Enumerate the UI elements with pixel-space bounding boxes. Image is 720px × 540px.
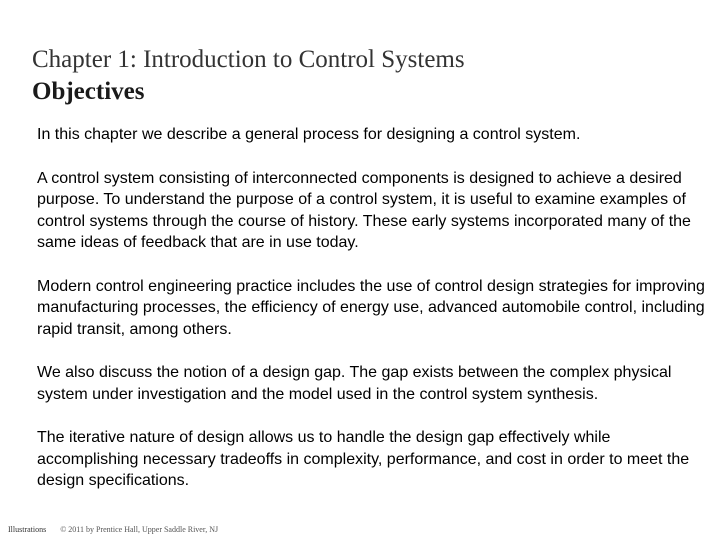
footer-copyright: © 2011 by Prentice Hall, Upper Saddle River, NJ (60, 525, 219, 534)
slide-body (37, 124, 712, 492)
paragraph-design-gap: We also discuss the notion of a design gap. The gap exists between the complex physical system under investigation and the model used in the control system synthesis. (37, 364, 672, 403)
title-objectives: Objectives (32, 78, 145, 105)
footer-label: Illustrations (8, 525, 47, 534)
paragraph-purpose: A control system consisting of interconnected components is designed to achieve a desired purpose. To understand the purpose of a control system, it is useful to examine examples of control systems through the course of history. These early systems incorporated many of the same ideas of feedback that are in use today. (37, 169, 691, 251)
slide-footer (8, 525, 218, 535)
paragraph-intro: In this chapter we describe a general process for designing a control system. (37, 126, 581, 143)
paragraph-modern-practice: Modern control engineering practice includes the use of control design strategies for improving manufacturing processes, the efficiency of energy use, advanced automobile control, including rapid transit, among others. (37, 277, 705, 338)
paragraph-iterative-design: The iterative nature of design allows us to handle the design gap effectively while accomplishing necessary tradeoffs in complexity, performance, and cost in order to meet the design specifications. (37, 429, 690, 489)
title-chapter: Chapter 1: Introduction to Control Systems (32, 46, 465, 73)
slide-title (32, 44, 465, 108)
